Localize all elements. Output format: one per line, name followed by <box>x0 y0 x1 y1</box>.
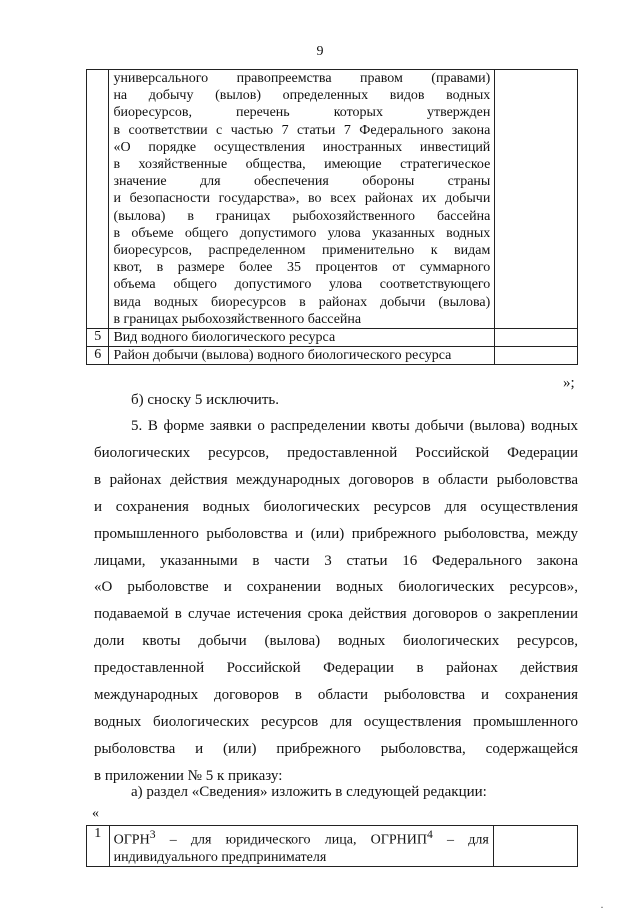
paragraph-line: биологических ресурсов, предоставленной Российской Федерации <box>94 444 578 461</box>
value-cell <box>493 826 577 867</box>
table-row <box>87 70 578 329</box>
row-text-cell: Вид водного биологического ресурса <box>109 329 495 347</box>
data-table-bottom <box>86 825 578 867</box>
paragraph-line: в районах действия международных договоров в области рыболовства <box>94 471 578 488</box>
table-row <box>87 347 578 365</box>
text-fragment: – для <box>432 832 489 848</box>
paragraph-line: подаваемой в случае истечения срока действия договоров о закреплении <box>94 606 578 623</box>
paragraph-line: международных договоров в области рыболовства и сохранения <box>94 687 578 703</box>
paragraph-line: «О рыболовстве и сохранении водных биологических ресурсов», <box>94 579 578 596</box>
text-fragment: – для юридического лица, ОГРНИП <box>155 832 427 848</box>
row-number-cell: 6 <box>87 347 109 365</box>
paragraph-line: в приложении № 5 к приказу: <box>94 767 283 784</box>
paragraph-line: и сохранения водных биологических ресурсов для осуществления <box>94 498 578 515</box>
text-line: в хозяйственные общества, имеющие стратегическое <box>113 157 491 173</box>
value-cell <box>495 70 578 329</box>
text-line: биоресурсов, распределенном применительно к видам <box>113 243 491 259</box>
opening-quote: « <box>92 806 99 821</box>
row-number-cell <box>87 70 109 329</box>
paragraph-line: доли квоты добычи (вылова) водных биологических ресурсов, <box>94 633 578 650</box>
text-line: универсального правопреемства правом (правами) <box>113 71 491 86</box>
item-b-text: б) сноску 5 исключить. <box>131 392 279 408</box>
scan-mark: · <box>600 900 604 914</box>
text-line: в объеме общего допустимого улова указанных водных <box>113 225 491 241</box>
value-cell <box>495 347 578 365</box>
text-line: и безопасности государства», во всех районах их добычи <box>113 191 491 207</box>
row-text-cell <box>109 826 493 867</box>
text-line: объема общего допустимого улова соответствующего <box>113 277 491 293</box>
text-line: в границах рыбохозяйственного бассейна <box>113 311 362 327</box>
table-row <box>87 329 578 347</box>
paragraph-line: 5. В форме заявки о распределении квоты добычи (вылова) водных <box>131 418 578 434</box>
text-line <box>114 826 489 849</box>
data-table-top <box>86 69 578 365</box>
paragraph-line: предоставленной Российской Федерации в районах действия <box>94 660 578 677</box>
item-a-text: а) раздел «Сведения» изложить в следующей редакции: <box>131 784 487 800</box>
table-row <box>87 826 578 867</box>
text-line: биоресурсов, перечень которых утвержден <box>113 105 491 121</box>
footnote-ref: 4 <box>426 828 433 841</box>
text-fragment: ОГРН <box>113 832 150 848</box>
row-number-cell: 5 <box>87 329 109 347</box>
text-line: в соответствии с частью 7 статьи 7 Федерального закона <box>113 122 491 138</box>
footnote-ref: 3 <box>149 828 156 841</box>
closing-quote: »; <box>563 375 575 391</box>
text-line: квот, в размере более 35 процентов от суммарного <box>113 260 491 276</box>
row-number-cell: 1 <box>87 826 110 867</box>
paragraph-line: рыболовства и (или) прибрежного рыболовства, содержащейся <box>94 740 578 757</box>
value-cell <box>495 329 578 347</box>
text-line: индивидуального предпринимателя <box>113 849 327 865</box>
text-line: значение для обеспечения обороны страны <box>113 174 491 190</box>
page-number: 9 <box>316 44 324 59</box>
paragraph-line: водных биологических ресурсов для осуществления промышленного <box>94 713 578 730</box>
text-line: на добычу (вылов) определенных видов водных <box>113 88 491 104</box>
row-text-cell <box>109 70 495 329</box>
row-text-cell: Район добычи (вылова) водного биологического ресурса <box>109 347 495 365</box>
paragraph-line: промышленного рыболовства и (или) прибрежного рыболовства, между <box>94 525 578 542</box>
paragraph-line: лицами, указанными в части 3 статьи 16 Федерального закона <box>94 552 578 569</box>
text-line: (вылова) в границах рыбохозяйственного бассейна <box>113 208 491 224</box>
text-line: «О порядке осуществления иностранных инвестиций <box>113 139 491 155</box>
text-line: вида водных биоресурсов в районах добычи (вылова) <box>113 294 491 310</box>
